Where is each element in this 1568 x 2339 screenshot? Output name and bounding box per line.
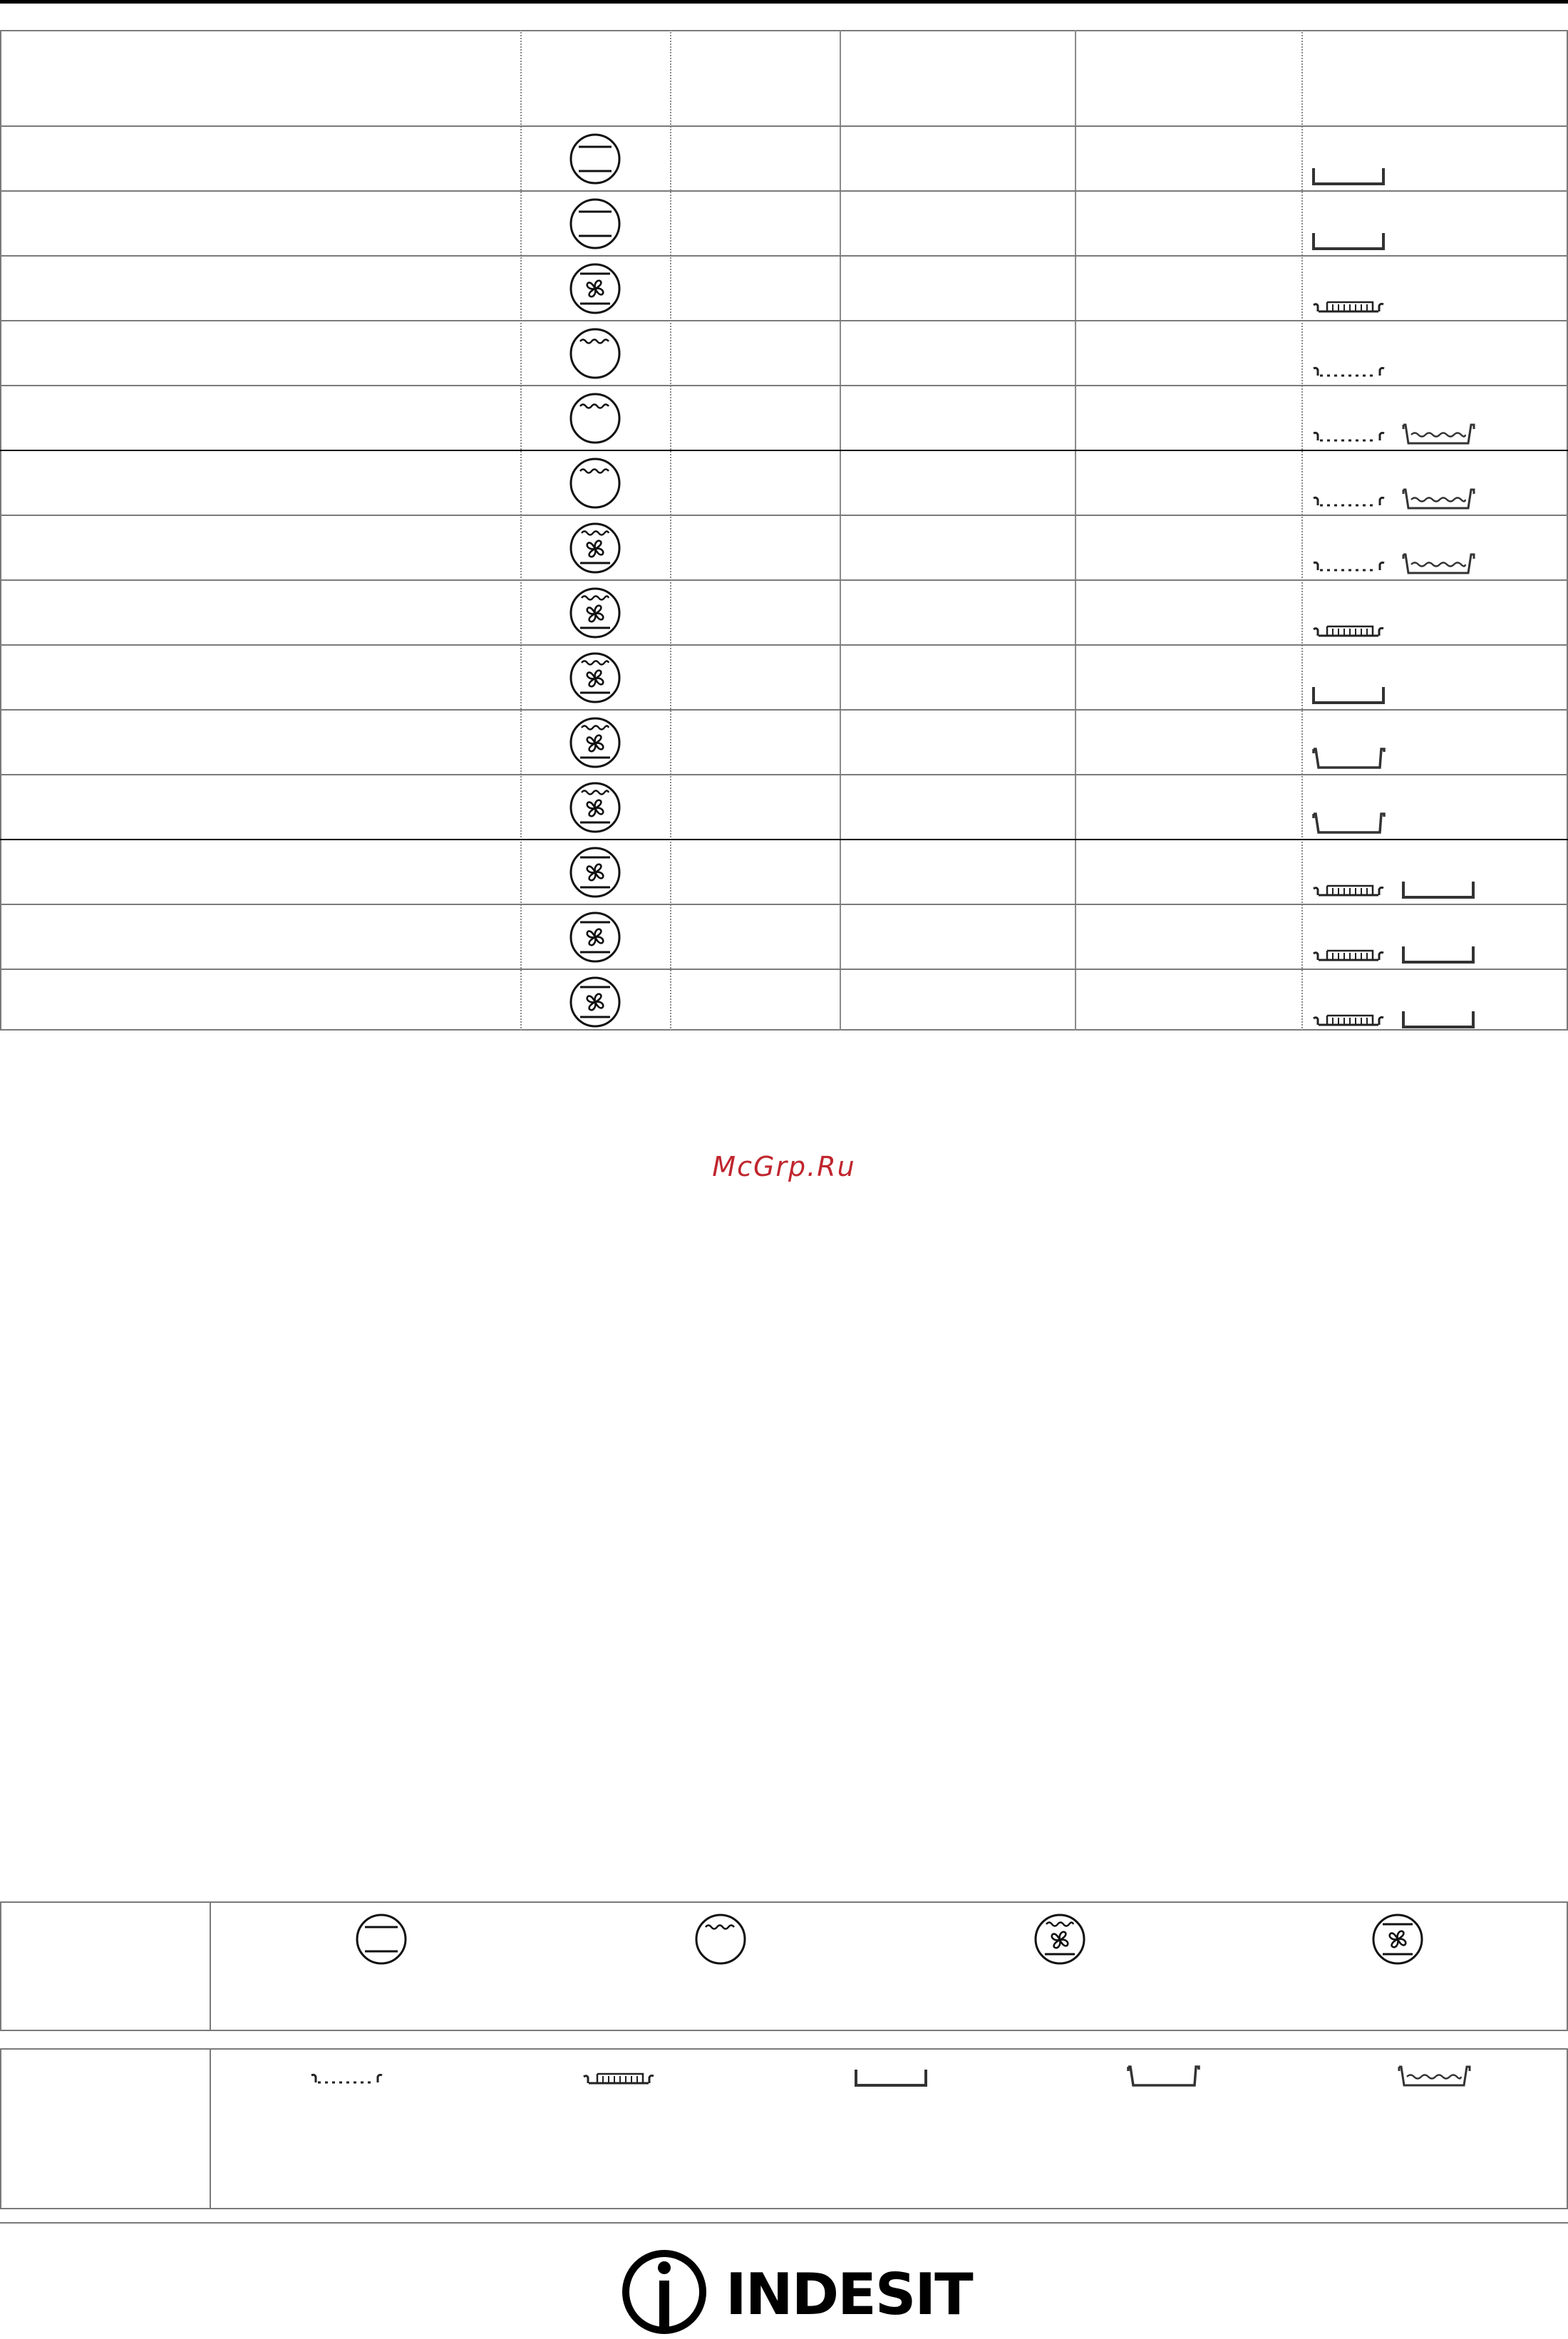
- row-divider: [0, 579, 1568, 581]
- table-row: [0, 257, 1568, 321]
- drip-pan-icon: [1401, 420, 1475, 446]
- fan-assisted-oven-icon: [569, 911, 621, 964]
- drip-pan-icon: [1397, 2062, 1471, 2088]
- table-row: [0, 321, 1568, 386]
- footer-rule: [0, 2222, 1568, 2224]
- table-row: [0, 840, 1568, 904]
- row-divider: [0, 190, 1568, 192]
- cooking-table: [0, 30, 1568, 1031]
- row-divider: [0, 450, 1568, 451]
- deep-tray-icon: [1126, 2062, 1200, 2088]
- table-row: [0, 451, 1568, 515]
- function-legend: [0, 1901, 1568, 2031]
- baking-tray-icon: [1311, 165, 1386, 187]
- row-divider: [0, 774, 1568, 775]
- watermark: McGrp.Ru: [712, 1151, 856, 1182]
- row-divider: [0, 125, 1568, 127]
- row-divider: [0, 839, 1568, 840]
- grill-rack-icon: [1311, 619, 1386, 641]
- row-divider: [0, 515, 1568, 516]
- baking-tray-icon: [1311, 230, 1386, 252]
- baking-tray-icon: [854, 2067, 928, 2088]
- conventional-oven-icon: [569, 133, 621, 185]
- table-row: [0, 646, 1568, 710]
- conventional-oven-icon: [569, 197, 621, 250]
- deep-tray-icon: [1311, 745, 1386, 770]
- grill-icon: [569, 327, 621, 380]
- table-row: [0, 970, 1568, 1034]
- fan-grill-icon: [569, 587, 621, 639]
- grill-icon: [569, 392, 621, 445]
- baking-tray-icon: [1401, 879, 1475, 900]
- fan-assisted-oven-icon: [569, 846, 621, 899]
- brand-name: INDESIT: [726, 2261, 972, 2328]
- wire-shelf-icon: [1311, 360, 1386, 381]
- row-divider: [0, 709, 1568, 711]
- grill-rack-icon: [1311, 1008, 1386, 1030]
- drip-pan-icon: [1401, 485, 1475, 511]
- row-divider: [0, 320, 1568, 321]
- grill-rack-icon: [1311, 944, 1386, 965]
- wire-shelf-icon: [1311, 425, 1386, 446]
- fan-grill-icon: [569, 651, 621, 704]
- row-divider: [0, 644, 1568, 646]
- row-divider: [0, 969, 1568, 970]
- table-row: [0, 516, 1568, 580]
- brand-logo: [620, 2251, 972, 2336]
- fan-grill-icon: [569, 716, 621, 769]
- grill-rack-icon: [1311, 879, 1386, 900]
- table-row: [0, 775, 1568, 840]
- fan-assisted-oven-icon: [569, 262, 621, 315]
- fan-assisted-oven-icon: [1371, 1913, 1424, 1966]
- row-divider: [0, 904, 1568, 905]
- table-row: [0, 581, 1568, 645]
- table-row: [0, 905, 1568, 969]
- baking-tray-icon: [1311, 684, 1386, 706]
- conventional-oven-icon: [355, 1913, 408, 1966]
- legend-divider: [210, 2050, 211, 2208]
- table-row: [0, 127, 1568, 191]
- table-row: [0, 711, 1568, 775]
- table-row: [0, 192, 1568, 256]
- baking-tray-icon: [1401, 944, 1475, 965]
- row-divider: [0, 385, 1568, 386]
- accessory-legend: [0, 2048, 1568, 2209]
- indesit-logo-icon: [620, 2246, 713, 2339]
- wire-shelf-icon: [1311, 490, 1386, 511]
- grill-rack-icon: [1311, 295, 1386, 316]
- grill-icon: [694, 1913, 747, 1966]
- deep-tray-icon: [1311, 810, 1386, 835]
- grill-icon: [569, 457, 621, 510]
- baking-tray-icon: [1401, 1008, 1475, 1030]
- legend-divider: [210, 1903, 211, 2030]
- table-row: [0, 386, 1568, 450]
- fan-grill-icon: [569, 781, 621, 834]
- top-rule: [0, 0, 1568, 4]
- wire-shelf-icon: [1311, 554, 1386, 576]
- wire-shelf-icon: [309, 2067, 383, 2088]
- drip-pan-icon: [1401, 550, 1475, 576]
- fan-assisted-oven-icon: [569, 976, 621, 1028]
- grill-rack-icon: [582, 2067, 656, 2088]
- fan-grill-icon: [1033, 1913, 1086, 1966]
- fan-grill-icon: [569, 522, 621, 574]
- row-divider: [0, 255, 1568, 257]
